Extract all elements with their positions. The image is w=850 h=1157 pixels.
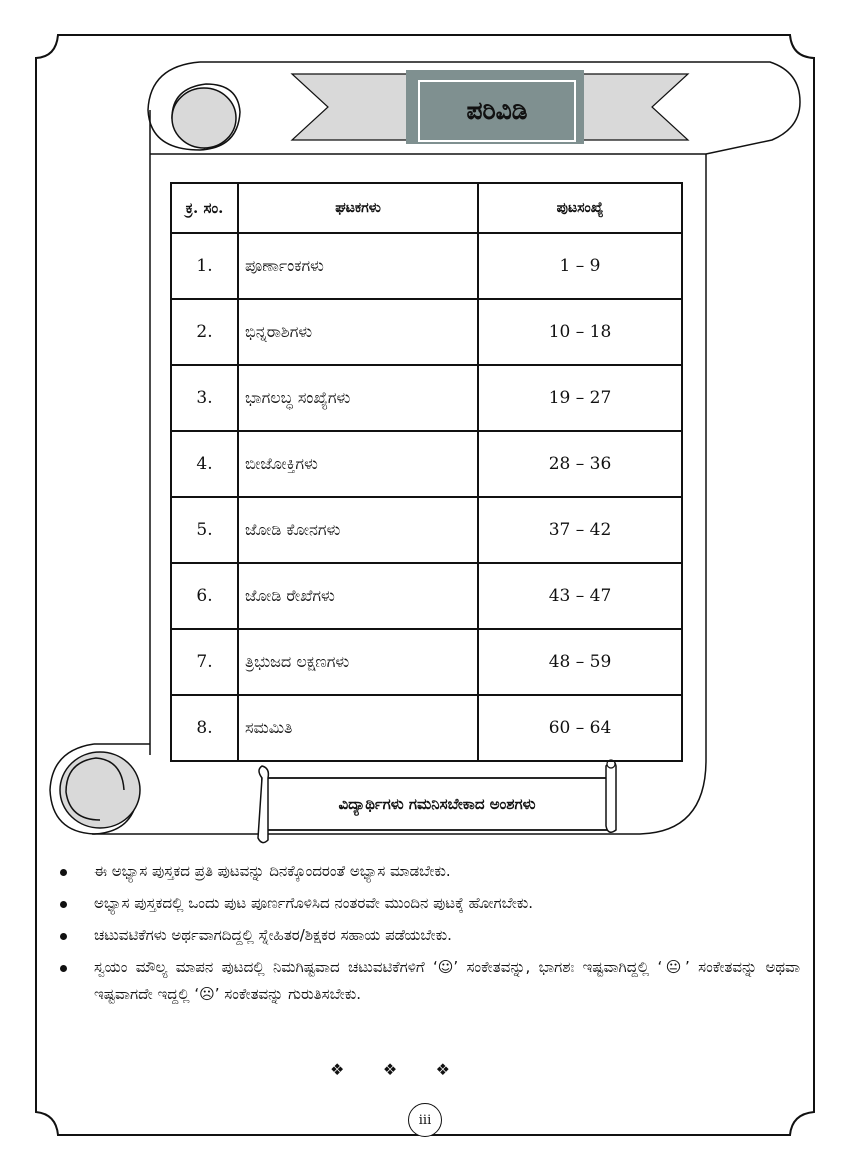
row-unit: ತ್ರಿಭುಜದ ಲಕ್ಷಣಗಳು: [238, 629, 478, 695]
row-pages: 28 – 36: [478, 431, 682, 497]
row-serial: 2.: [171, 299, 238, 365]
row-pages: 43 – 47: [478, 563, 682, 629]
row-pages: 1 – 9: [478, 233, 682, 299]
row-serial: 5.: [171, 497, 238, 563]
row-unit: ಜೋಡಿ ಕೋನಗಳು: [238, 497, 478, 563]
banner-right-tail: [578, 74, 688, 140]
header-units: ಘಟಕಗಳು: [238, 183, 478, 233]
page-number: iii: [408, 1103, 442, 1137]
row-serial: 6.: [171, 563, 238, 629]
row-pages: 10 – 18: [478, 299, 682, 365]
table-header-row: [171, 183, 682, 233]
row-unit: ಬೀಜೋಕ್ತಿಗಳು: [238, 431, 478, 497]
list-item: [60, 954, 800, 1008]
bullet-icon: [60, 933, 67, 940]
notes-title: ವಿದ್ಯಾರ್ಥಿಗಳು ಗಮನಿಸಬೇಕಾದ ಅಂಶಗಳು: [338, 795, 536, 813]
table-row: [171, 233, 682, 299]
row-pages: 19 – 27: [478, 365, 682, 431]
row-unit: ಜೋಡಿ ರೇಖೆಗಳು: [238, 563, 478, 629]
row-unit: ಭಾಗಲಬ್ಧ ಸಂಖ್ಯೆಗಳು: [238, 365, 478, 431]
list-item: [60, 922, 800, 949]
list-item: [60, 858, 800, 885]
row-serial: 8.: [171, 695, 238, 761]
row-serial: 7.: [171, 629, 238, 695]
bullet-icon: [60, 901, 67, 908]
row-serial: 3.: [171, 365, 238, 431]
row-pages: 37 – 42: [478, 497, 682, 563]
scroll-bottom-roll: [60, 752, 140, 828]
ornament-diamond-icon: ❖: [330, 1060, 345, 1079]
row-unit: ಭಿನ್ನರಾಶಿಗಳು: [238, 299, 478, 365]
contents-table: [170, 182, 683, 762]
banner-left-tail: [292, 74, 412, 140]
table-row: [171, 365, 682, 431]
note-text: ಸ್ವಯಂ ಮೌಲ್ಯ ಮಾಪನ ಪುಟದಲ್ಲಿ ನಿಮಗಿಷ್ಟವಾದ ಚಟುವಟಿಕೆಗಳಿಗೆ ‘☺’ ಸಂಕೇತವನ್ನು, ಭಾಗಶಃ ಇಷ್ಟವಾಗಿದ್ದಲ್ಲಿ ‘😐’ ಸಂಕೇತವನ್ನು ಅಥವಾ ಇಷ್ಟವಾಗದೇ ಇದ್ದಲ್ಲಿ ‘☹’ ಸಂಕೇತವನ್ನು ಗುರುತಿಸಬೇಕು.: [94, 958, 800, 1003]
list-item: [60, 890, 800, 917]
ornament-diamond-icon: ❖: [382, 1060, 398, 1079]
ornament-diamond-icon: ❖: [435, 1060, 450, 1079]
notes-list: [60, 858, 800, 1013]
row-pages: 48 – 59: [478, 629, 682, 695]
bullet-icon: [60, 965, 67, 972]
header-page-numbers: ಪುಟಸಂಖ್ಯೆ: [478, 183, 682, 233]
header-serial: ಕ್ರ. ಸಂ.: [171, 183, 238, 233]
scroll-top-roll: [172, 88, 236, 148]
note-text: ಅಭ್ಯಾಸ ಪುಸ್ತಕದಲ್ಲಿ ಒಂದು ಪುಟ ಪೂರ್ಣಗೊಳಿಸಿದ ನಂತರವೇ ಮುಂದಿನ ಪುಟಕ್ಕೆ ಹೋಗಬೇಕು.: [94, 894, 534, 912]
row-pages: 60 – 64: [478, 695, 682, 761]
table-row: [171, 695, 682, 761]
note-text: ಚಟುವಟಿಕೆಗಳು ಅರ್ಥವಾಗದಿದ್ದಲ್ಲಿ ಸ್ನೇಹಿತರ/ಶಿಕ್ಷಕರ ಸಹಾಯ ಪಡೆಯಬೇಕು.: [94, 926, 452, 944]
table-row: [171, 431, 682, 497]
table-row: [171, 563, 682, 629]
row-unit: ಸಮಮಿತಿ: [238, 695, 478, 761]
note-text: ಈ ಅಭ್ಯಾಸ ಪುಸ್ತಕದ ಪ್ರತಿ ಪುಟವನ್ನು ದಿನಕ್ಕೊಂದರಂತೆ ಅಭ್ಯಾಸ ಮಾಡಬೇಕು.: [94, 862, 451, 880]
table-row: [171, 299, 682, 365]
page-title: ಪರಿವಿಡಿ: [418, 80, 576, 142]
row-serial: 4.: [171, 431, 238, 497]
row-serial: 1.: [171, 233, 238, 299]
ornament-row: [330, 1060, 450, 1079]
bullet-icon: [60, 869, 67, 876]
row-unit: ಪೂರ್ಣಾಂಕಗಳು: [238, 233, 478, 299]
table-row: [171, 497, 682, 563]
table-row: [171, 629, 682, 695]
